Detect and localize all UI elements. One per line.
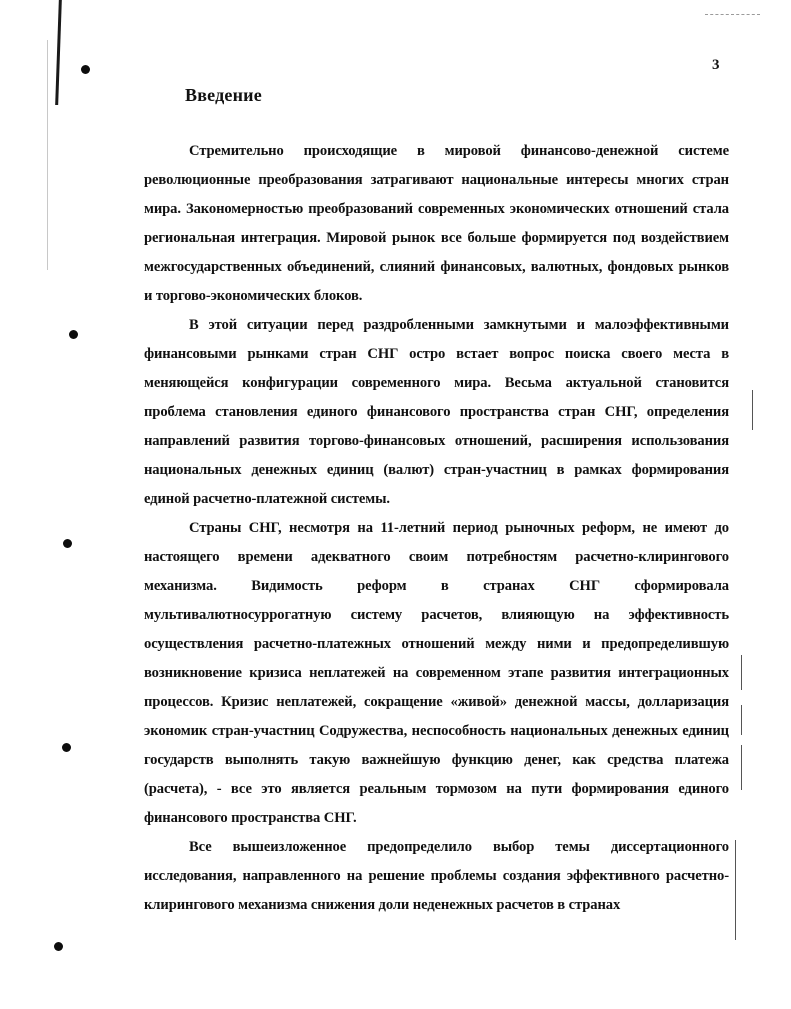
paragraph: Страны СНГ, несмотря на 11-летний период рыночных реформ, не имеют до настоящего времени адекватного своим потребностям расчетно-клирингового механизма. Видимость реформ в странах СНГ сформировала мультивалютносуррогатную систему расчетов, влияющую на эффективность осуществления расчетно-платежных отношений между ними и предопределившую возникновение кризиса неплатежей на современном этапе развития интеграционных процессов. Кризис неплатежей, сокращение «живой» денежной массы, долларизация экономик стран-участниц Содружества, неспособность национальных денежных единиц государств выполнять такую важнейшую функцию денег, как средства платежа (расчета), - все это является реальным тормозом на пути формирования единого финансового пространства СНГ. (144, 520, 729, 826)
scan-edge-artifact (741, 745, 742, 790)
scan-edge-artifact (55, 0, 62, 105)
scan-edge-artifact (705, 14, 760, 16)
body-text (144, 137, 729, 920)
section-heading: Введение (185, 85, 262, 105)
paragraph: Стремительно происходящие в мировой финансово-денежной системе революционные преобразования затрагивают национальные интересы многих стран мира. Закономерностью преобразований современных экономических отношений стала региональная интеграция. Мировой рынок все больше формируется под воздействием межгосударственных объединений, слияний финансовых, валютных, фондовых рынков и торгово-экономических блоков. (144, 143, 729, 304)
paragraph: В этой ситуации перед раздробленными замкнутыми и малоэффективными финансовыми рынками стран СНГ остро встает вопрос поиска своего места в меняющейся конфигурации современного мира. Весьма актуальной становится проблема становления единого финансового пространства стран СНГ, определения направлений развития торгово-финансовых отношений, расширения использования национальных денежных единиц (валют) стран-участниц в рамках формирования единой расчетно-платежной системы. (144, 317, 729, 507)
punch-hole (54, 942, 63, 951)
scan-edge-artifact (741, 655, 742, 690)
scan-edge-artifact (752, 390, 753, 430)
scan-edge-artifact (735, 840, 736, 940)
scan-edge-artifact (741, 705, 742, 735)
scan-edge-artifact (47, 40, 48, 270)
punch-hole (81, 65, 90, 74)
page-number: 3 (712, 57, 720, 73)
paragraph: Все вышеизложенное предопределило выбор темы диссертационного исследования, направленного на решение проблемы создания эффективного расчетно-клирингового механизма снижения доли неденежных расчетов в странах (144, 839, 729, 913)
punch-hole (63, 539, 72, 548)
punch-hole (69, 330, 78, 339)
punch-hole (62, 743, 71, 752)
